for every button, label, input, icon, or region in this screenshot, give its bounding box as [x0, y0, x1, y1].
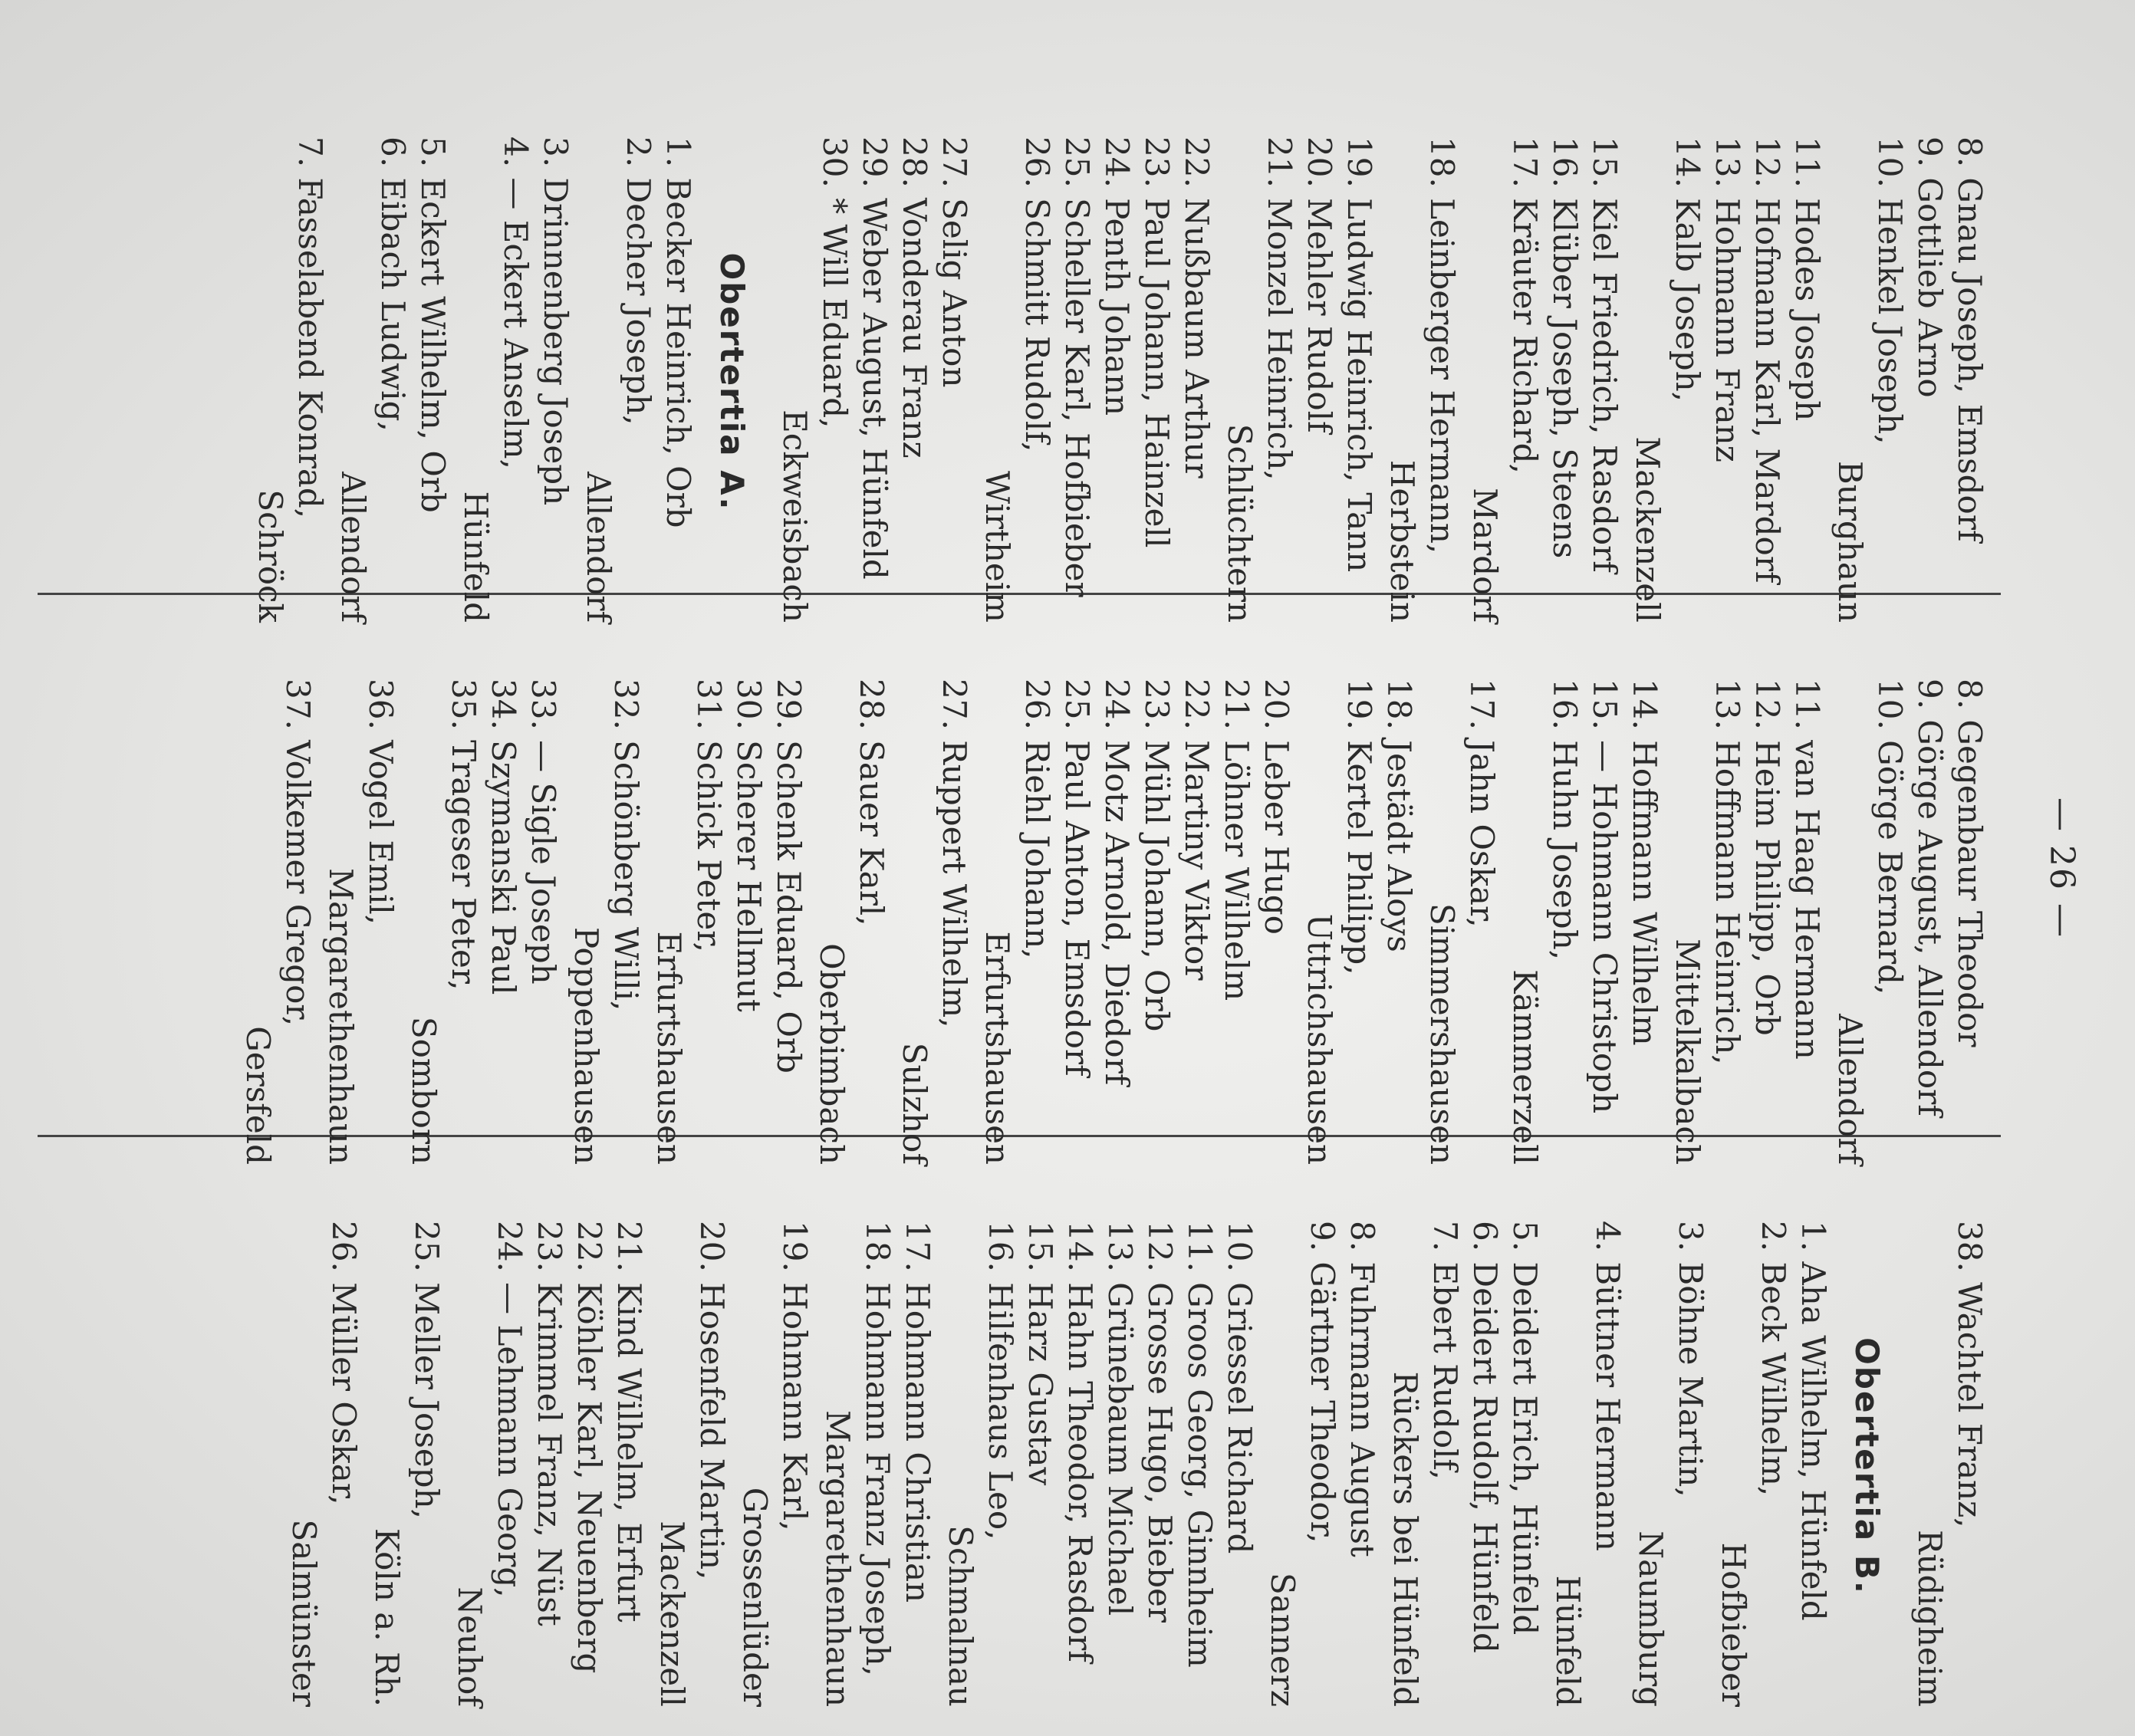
- student-name: 27. Selig Anton: [936, 136, 973, 388]
- student-name: 16. Klüber Joseph, Steens: [1546, 136, 1584, 559]
- student-entry: [1910, 136, 1949, 627]
- student-place: Allendorf: [1831, 1014, 1869, 1165]
- student-entry: [1713, 1221, 1793, 1711]
- student-name: 19. Ludwig Heinrich, Tann: [1341, 136, 1378, 573]
- student-name: 12. Heim Philipp, Orb: [1748, 679, 1786, 1036]
- student-name: 22. Köhler Karl, Neuenberg: [571, 1221, 608, 1674]
- student-entry: [1747, 679, 1787, 1169]
- student-entry: [1422, 679, 1502, 1169]
- student-entry: [1505, 679, 1584, 1169]
- student-entry: [523, 679, 563, 1169]
- student-entry: [652, 1221, 732, 1711]
- page-number: — 26 —: [2042, 797, 2081, 939]
- student-entry: [1910, 1221, 1989, 1711]
- student-name: 26. Riehl Johann,: [1018, 679, 1056, 959]
- student-entry: [1262, 1221, 1342, 1711]
- student-name: 17. Hohmann Christian: [899, 1221, 936, 1603]
- student-name: 32. Schönberg Willi,: [607, 679, 645, 1011]
- student-entry: [1137, 136, 1176, 627]
- student-entry: [1020, 1221, 1060, 1711]
- student-name: 35. Trageser Peter,: [445, 679, 482, 991]
- student-entry: [1097, 679, 1137, 1169]
- student-entry: [1630, 1221, 1710, 1711]
- student-name: 7. Fasselabend Konrad,: [291, 136, 329, 519]
- student-place: Mackenzell: [653, 1521, 691, 1707]
- student-entry: [1219, 136, 1299, 627]
- student-place: Köln a. Rh.: [368, 1527, 406, 1707]
- student-name: 15. Kiel Friedrich, Rasdorf: [1586, 136, 1623, 573]
- student-place: Naumburg: [1632, 1531, 1670, 1707]
- student-place: Allendorf: [580, 472, 617, 623]
- student-entry: [1465, 136, 1545, 627]
- student-entry: [1627, 136, 1707, 627]
- student-entry: [1256, 679, 1296, 1169]
- student-place: Uttrichshausen: [1301, 913, 1338, 1165]
- student-name: 23. Mühl Johann, Orb: [1138, 679, 1176, 1032]
- student-place: Allendorf: [334, 472, 372, 623]
- student-entry: [1097, 136, 1137, 627]
- student-place: Rückers bei Hünfeld: [1387, 1371, 1424, 1707]
- student-place: Burghaun: [1831, 460, 1869, 623]
- student-entry: [238, 679, 317, 1169]
- student-name: 8. Fuhrmann August: [1344, 1221, 1381, 1557]
- student-entry: [977, 136, 1057, 627]
- student-entry: [250, 136, 330, 627]
- student-place: Simmershausen: [1423, 903, 1461, 1165]
- student-name: 37. Volkemer Gregor,: [279, 679, 317, 1027]
- student-place: Kämmerzell: [1506, 969, 1544, 1165]
- student-place: Mackenzell: [1629, 436, 1666, 623]
- student-entry: [735, 1221, 814, 1711]
- student-name: 5. Eckert Wilhelm, Orb: [414, 136, 452, 513]
- student-name: 25. Paul Anton, Emsdorf: [1058, 679, 1096, 1077]
- student-place: Oberbimbach: [813, 943, 850, 1165]
- student-name: 9. Gottlieb Arno: [1911, 136, 1949, 398]
- student-name: 11. Hodes Joseph: [1788, 136, 1826, 422]
- student-name: 28. Vonderau Franz: [896, 136, 933, 459]
- student-name: 36. Vogel Emil,: [362, 679, 400, 926]
- student-entry: [1137, 679, 1176, 1169]
- student-entry: [1100, 1221, 1140, 1711]
- student-entry: [940, 1221, 1020, 1711]
- student-name: 18. Leinberger Hermann,: [1423, 136, 1461, 554]
- student-entry: [1584, 679, 1624, 1169]
- student-name: 19. Kertel Philipp,: [1341, 679, 1378, 975]
- student-entry: [321, 679, 400, 1169]
- student-entry: [1299, 136, 1339, 627]
- student-name: 22. Martiny Viktor: [1178, 679, 1216, 981]
- student-name: 9. Gärtner Theodor,: [1304, 1221, 1341, 1544]
- student-entry: [529, 1221, 569, 1711]
- student-entry: [1949, 136, 1989, 627]
- student-place: Grossenlüder: [736, 1487, 774, 1707]
- student-entry: [1379, 679, 1419, 1169]
- student-entry: [578, 136, 658, 627]
- student-name: 27. Ruppert Wilhelm,: [936, 679, 973, 1028]
- student-place: Eckweisbach: [776, 409, 814, 623]
- student-place: Erfurtshausen: [979, 931, 1016, 1165]
- student-name: 1. Becker Heinrich, Orb: [660, 136, 697, 528]
- student-name: 18. Jestädt Aloys: [1380, 679, 1418, 952]
- column-1: [247, 136, 1989, 627]
- student-entry: [1299, 679, 1379, 1169]
- student-entry: [535, 136, 575, 627]
- student-name: 4. — Eckert Anselm,: [497, 136, 535, 469]
- student-name: 11. van Haag Hermann: [1788, 679, 1826, 1060]
- student-entry: [566, 679, 646, 1169]
- student-name: 24. Penth Johann: [1098, 136, 1136, 416]
- student-name: 20. Hosenfeld Martin,: [693, 1221, 731, 1580]
- student-name: 16. Hilfenhaus Leo,: [982, 1221, 1019, 1540]
- student-name: 18. Hohmann Franz Joseph,: [859, 1221, 896, 1677]
- student-entry: [1382, 136, 1462, 627]
- student-name: 3. Drinnenberg Joseph: [537, 136, 574, 506]
- student-name: 20. Leber Hugo: [1258, 679, 1295, 935]
- student-entry: [1830, 679, 1910, 1169]
- student-name: 2. Decher Joseph,: [620, 136, 657, 426]
- student-entry: [1339, 136, 1379, 627]
- student-name: 14. Hoffmann Wilhelm: [1626, 679, 1663, 1046]
- student-place: Hofbieber: [1715, 1542, 1752, 1707]
- student-entry: [1584, 136, 1624, 627]
- student-name: 26. Schmitt Rudolf,: [1018, 136, 1056, 452]
- student-place: Neuhof: [451, 1586, 489, 1707]
- student-name: 21. Monzel Heinrich,: [1261, 136, 1298, 481]
- student-place: Herbstein: [1383, 459, 1421, 623]
- student-name: 38. Wachtel Franz,: [1951, 1221, 1989, 1528]
- student-name: 31. Schick Peter,: [690, 679, 728, 953]
- student-entry: [934, 136, 974, 627]
- student-entry: [1747, 136, 1787, 627]
- student-name: 15. Harz Gustav: [1021, 1221, 1059, 1486]
- student-place: Hünfeld: [1549, 1575, 1587, 1707]
- student-entry: [729, 679, 768, 1169]
- student-name: 29. Weber August, Hünfeld: [856, 136, 893, 580]
- student-entry: [1793, 1221, 1833, 1711]
- student-name: 22. Nußbaum Arthur: [1178, 136, 1216, 478]
- student-place: Hünfeld: [457, 491, 495, 623]
- class-heading: Obertertia A.: [713, 252, 751, 511]
- student-name: 11. Groos Georg, Ginnheim: [1181, 1221, 1219, 1668]
- student-name: 21. Löhner Wilhelm: [1218, 679, 1255, 1001]
- student-name: 10. Henkel Joseph,: [1871, 136, 1909, 445]
- student-entry: [1624, 679, 1664, 1169]
- student-name: 3. Böhne Martin,: [1672, 1221, 1709, 1498]
- student-entry: [1465, 1221, 1505, 1711]
- student-name: 1. Aha Wilhelm, Hünfeld: [1795, 1221, 1832, 1621]
- student-entry: [1179, 1221, 1219, 1711]
- student-entry: [649, 679, 729, 1169]
- student-entry: [1910, 679, 1949, 1169]
- student-entry: [456, 136, 535, 627]
- student-name: 29. Schenk Eduard, Orb: [770, 679, 808, 1073]
- student-entry: [1548, 1221, 1627, 1711]
- student-entry: [775, 136, 854, 627]
- student-name: 33. — Sigle Joseph: [525, 679, 562, 985]
- student-name: 24. Motz Arnold, Diedorf: [1098, 679, 1136, 1086]
- student-entry: [1060, 1221, 1100, 1711]
- student-place: Mardorf: [1466, 488, 1504, 623]
- student-name: 26. Müller Oskar,: [325, 1221, 363, 1505]
- student-name: 25. Meller Joseph,: [408, 1221, 446, 1519]
- student-place: Poppenhausen: [567, 926, 605, 1165]
- student-name: 9. Görge August, Allendorf: [1911, 679, 1949, 1116]
- student-entry: [894, 679, 974, 1169]
- student-place: Rüdigheim: [1911, 1529, 1949, 1707]
- student-entry: [569, 1221, 609, 1711]
- student-name: 28. Sauer Karl,: [853, 679, 890, 926]
- student-entry: [1176, 679, 1216, 1169]
- student-place: Schmalnau: [942, 1525, 979, 1707]
- student-entry: [449, 1221, 529, 1711]
- student-name: 10. Görge Bernard,: [1871, 679, 1909, 995]
- student-name: 23. Paul Johann, Hainzell: [1138, 136, 1176, 548]
- student-entry: [854, 136, 894, 627]
- student-name: 10. Griessel Richard: [1221, 1221, 1258, 1554]
- student-name: 20. Mehler Rudolf: [1301, 136, 1338, 433]
- student-name: 17. Kräuter Richard,: [1506, 136, 1544, 474]
- student-name: 4. Büttner Hermann: [1589, 1221, 1627, 1551]
- student-name: 6. Deidert Rudolf, Hünfeld: [1466, 1221, 1504, 1653]
- student-name: 16. Huhn Joseph,: [1546, 679, 1584, 961]
- student-place: Mittelkalbach: [1669, 939, 1706, 1165]
- student-entry: [413, 136, 452, 627]
- student-entry: [1949, 679, 1989, 1169]
- column-2: [235, 679, 1989, 1169]
- student-entry: [1057, 136, 1097, 627]
- student-entry: [1385, 1221, 1465, 1711]
- student-name: 19. Hohmann Karl,: [776, 1221, 814, 1531]
- student-entry: [1707, 136, 1747, 627]
- student-entry: [894, 136, 934, 627]
- student-name: 8. Gnau Joseph, Emsdorf: [1951, 136, 1989, 542]
- student-place: Margarethenhaun: [322, 867, 360, 1165]
- student-place: Erfurtshausen: [650, 931, 688, 1165]
- student-name: 13. Hoffmann Heinrich,: [1709, 679, 1746, 1065]
- student-name: 8. Gegenbaur Theodor: [1951, 679, 1989, 1047]
- student-place: Wirtheim: [979, 471, 1016, 623]
- student-entry: [897, 1221, 937, 1711]
- student-name: 24. — Lehmann Georg,: [491, 1221, 528, 1598]
- student-name: 25. Scheller Karl, Hofbieber: [1058, 136, 1096, 597]
- student-name: 12. Grosse Hugo, Bieber: [1141, 1221, 1179, 1623]
- student-entry: [1667, 679, 1747, 1169]
- column-3: [281, 1221, 1989, 1711]
- student-name: 14. Kalb Joseph,: [1669, 136, 1706, 403]
- student-entry: [811, 679, 891, 1169]
- student-entry: [817, 1221, 897, 1711]
- student-place: Sulzhof: [896, 1042, 933, 1165]
- student-entry: [1219, 1221, 1259, 1711]
- student-name: 21. Kind Wilhelm, Erfurt: [610, 1221, 648, 1623]
- student-entry: [609, 1221, 649, 1711]
- student-entry: [367, 1221, 446, 1711]
- student-name: 23. Krimmel Franz, Nüst: [531, 1221, 568, 1626]
- student-entry: [1787, 136, 1827, 627]
- student-entry: [1176, 136, 1216, 627]
- student-entry: [1787, 679, 1827, 1169]
- student-name: 7. Ebert Rudolf,: [1426, 1221, 1464, 1480]
- student-place: Margarethenhaun: [819, 1409, 857, 1707]
- student-place: Schlüchtern: [1221, 423, 1258, 623]
- student-name: 5. Deidert Erich, Hünfeld: [1506, 1221, 1544, 1636]
- student-entry: [403, 679, 483, 1169]
- student-name: 13. Hohmann Franz: [1709, 136, 1746, 462]
- student-place: Salmünster: [285, 1519, 323, 1707]
- student-place: Somborn: [405, 1016, 442, 1165]
- class-heading: Obertertia B.: [1848, 1337, 1886, 1595]
- student-entry: [1505, 1221, 1545, 1711]
- student-name: 30. * Will Eduard,: [816, 136, 854, 429]
- student-name: 2. Beck Wilhelm,: [1755, 1221, 1792, 1497]
- student-entry: [483, 679, 523, 1169]
- student-name: 30. Scherer Hellmut: [730, 679, 768, 1012]
- student-entry: [1140, 1221, 1179, 1711]
- student-entry: [333, 136, 413, 627]
- student-entry: [1830, 136, 1910, 627]
- student-place: Sannerz: [1264, 1573, 1301, 1707]
- student-entry: [1545, 136, 1584, 627]
- student-place: Schröck: [252, 489, 289, 623]
- student-entry: [284, 1221, 364, 1711]
- student-name: 13. Grünebaum Michael: [1101, 1221, 1139, 1616]
- student-name: 34. Szymanski Paul: [485, 679, 522, 995]
- student-entry: [1057, 679, 1097, 1169]
- student-entry: [1342, 1221, 1382, 1711]
- student-place: Gersfeld: [239, 1026, 277, 1165]
- student-name: 14. Hahn Theodor, Rasdorf: [1061, 1221, 1099, 1662]
- student-entry: [768, 679, 808, 1169]
- student-name: 15. — Hohmann Christoph: [1586, 679, 1623, 1114]
- student-name: 17. Jahn Oskar,: [1463, 679, 1501, 928]
- student-entry: [1216, 679, 1256, 1169]
- student-name: 6. Eibach Ludwig,: [374, 136, 412, 432]
- student-entry: [977, 679, 1057, 1169]
- student-name: 12. Hofmann Karl, Mardorf: [1748, 136, 1786, 584]
- student-entry: [658, 136, 698, 627]
